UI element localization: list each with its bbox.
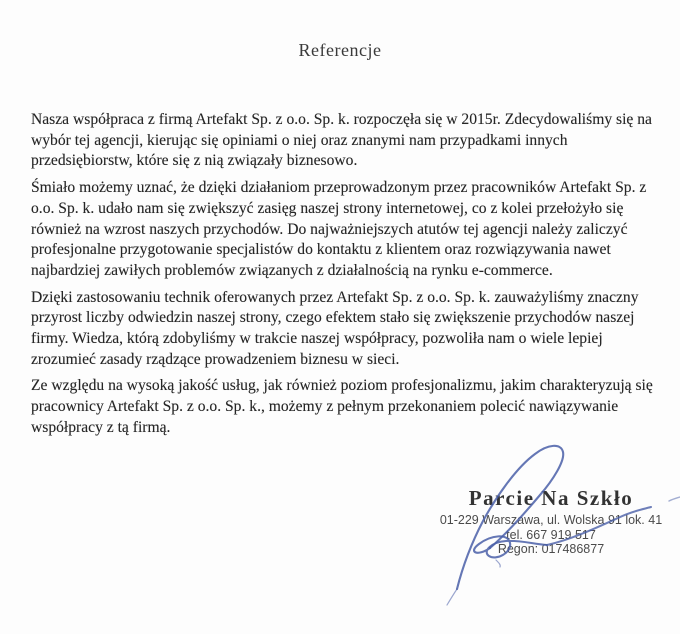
stamp-address: 01-229 Warszawa, ul. Wolska 91 lok. 41 [439,513,663,527]
paragraph-growth: Dzięki zastosowaniu technik oferowanych przez Artefakt Sp. z o.o. Sp. k. zauważyliśmy znaczny przyrost liczby odwiedzin naszej strony, czego efektem stało się zwiększenie przychodów naszej firmy. Wiedza, którą zdobyliśmy w trakcie naszej współpracy, pozwoliła nam o wiele lepiej zrozumieć zasady rządzące prowadzeniem biznesu w sieci. [31,288,639,368]
company-stamp [438,486,664,557]
paragraph-results: Śmiało możemy uznać, że dzięki działaniom przeprowadzonym przez pracowników Artefakt Sp. z o.o. Sp. k. udało nam się zwiększyć zasięg naszej strony internetowej, co z kolei przełożyło się również na wzrost naszych przychodów. Do najważniejszych atutów tej agencji należy zaliczyć profesjonalne przygotowanie specjalistów do kontaktu z klientem oraz rozwiązywania nawet najbardziej zawiłych problemów związanych z działalnością na rynku e-commerce. [31,179,647,279]
signature-stroke-descender [447,560,500,605]
stamp-regon: Regon: 017486877 [497,542,605,556]
stamp-phone: tel. 667 919 517 [506,527,596,542]
document-title: Referencje [298,40,382,60]
letter-body [31,110,658,445]
signature-stroke-edge-dash [669,497,680,501]
paragraph-intro: Nasza współpraca z firmą Artefakt Sp. z o.o. Sp. k. rozpoczęła się w 2015r. Zdecydowaliśmy się na wybór tej agencji, kierując się opiniami o niej oraz znanymi nam przypadkami innych przedsiębiorstw, które się z nią związały biznesowo. [31,111,652,170]
paragraph-recommendation: Ze względu na wysoką jakość usług, jak również poziom profesjonalizmu, jakim charakteryzują się pracownicy Artefakt Sp. z o.o. Sp. k., możemy z pełnym przekonaniem polecić nawiązywanie współpracy z tą firmą. [31,377,653,436]
stamp-company-name: Parcie Na Szkło [468,486,634,510]
